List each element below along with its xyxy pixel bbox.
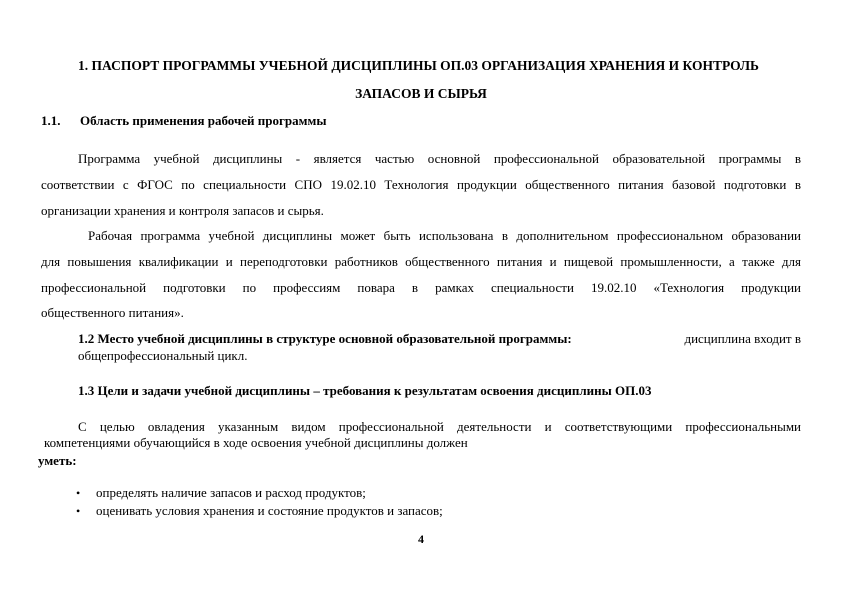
bullet-icon: • (76, 504, 81, 518)
list-item-text: определять наличие запасов и расход продуктов; (96, 485, 366, 500)
section-1-2-line-1 (78, 331, 801, 347)
paragraph-line: общественного питания». (41, 305, 184, 320)
section-text: дисциплина входит в (684, 331, 801, 346)
section-heading: 1.2 Место учебной дисциплины в структуре основной образовательной программы: (78, 331, 572, 346)
skills-label: уметь: (38, 453, 77, 468)
paragraph-line: соответствии с ФГОС по специальности СПО 19.02.10 Технология продукции общественного питания базовой подготовки в (41, 177, 801, 192)
paragraph-line: С целью овладения указанным видом профессиональной деятельности и соответствующими профессиональными (78, 419, 801, 434)
document-title-line-1: 1. ПАСПОРТ ПРОГРАММЫ УЧЕБНОЙ ДИСЦИПЛИНЫ ОП.03 ОРГАНИЗАЦИЯ ХРАНЕНИЯ И КОНТРОЛЬ (78, 58, 759, 73)
list-item-text: оценивать условия хранения и состояние продуктов и запасов; (96, 503, 443, 518)
paragraph-line: Рабочая программа учебной дисциплины может быть использована в дополнительном профессиональном образовании (88, 228, 801, 243)
paragraph-line: для повышения квалификации и переподготовки работников общественного питания и пищевой промышленности, а также для (41, 254, 801, 269)
page-number: 4 (418, 532, 424, 546)
section-heading: 1.3 Цели и задачи учебной дисциплины – требования к результатам освоения дисциплины ОП.03 (78, 383, 652, 398)
bullet-icon: • (76, 486, 81, 500)
document-title-line-2: ЗАПАСОВ И СЫРЬЯ (355, 86, 487, 101)
paragraph-line: Программа учебной дисциплины - является частью основной профессиональной образовательной программы в (78, 151, 801, 166)
section-number: 1.1. (41, 113, 61, 128)
section-heading: Область применения рабочей программы (80, 113, 327, 128)
paragraph-line: организации хранения и контроля запасов и сырья. (41, 203, 324, 218)
paragraph-line: компетенциями обучающийся в ходе освоения учебной дисциплины должен (44, 435, 468, 450)
paragraph-line: профессиональной подготовки по профессиям повара в рамках специальности 19.02.10 «Технология продукции (41, 280, 801, 295)
section-text: общепрофессиональный цикл. (78, 348, 248, 363)
